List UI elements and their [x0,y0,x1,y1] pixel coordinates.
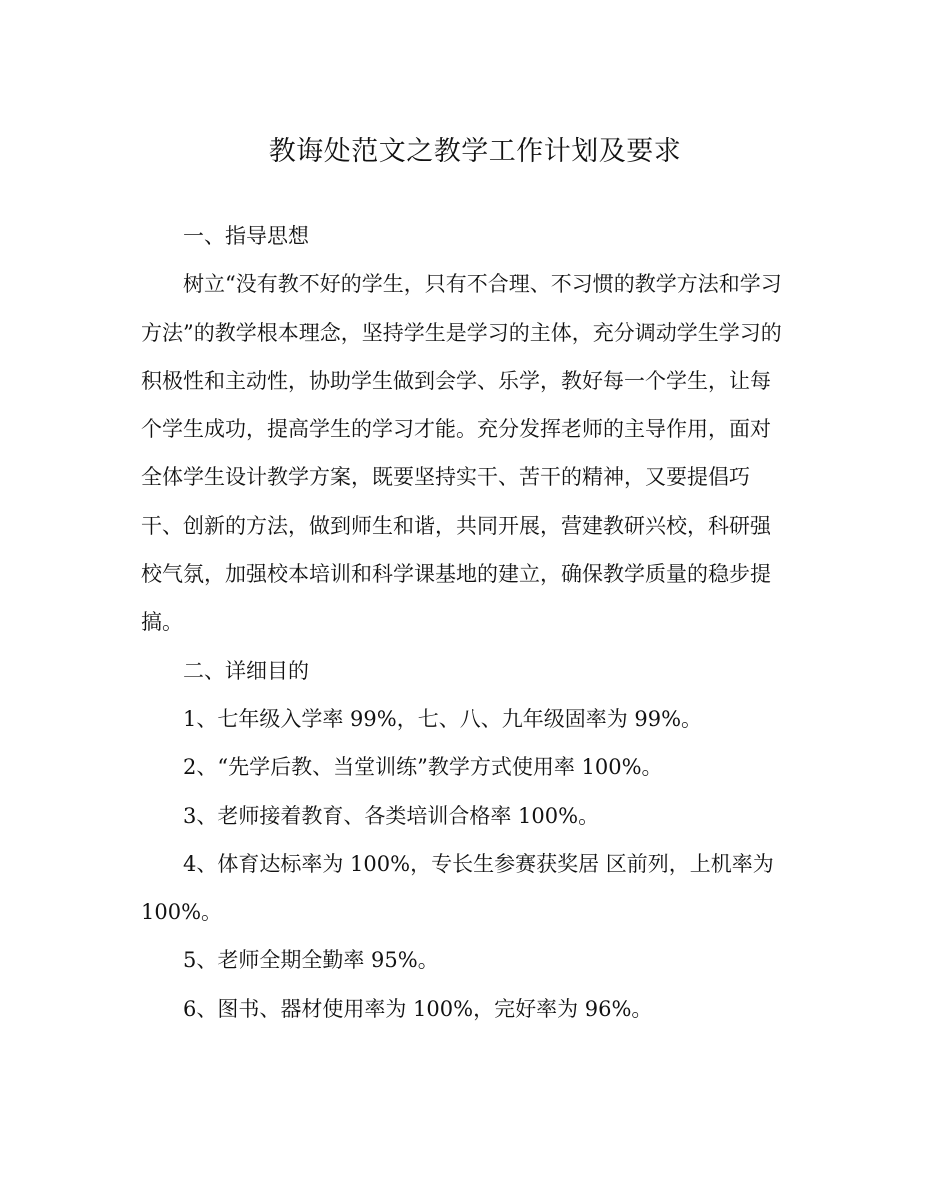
paragraph-line: 树立“没有教不好的学生，只有不合理、不习惯的教学方法和学习 [183,272,782,297]
paragraph-line: 1、七年级入学率 99%，七、八、九年级固率为 99%。 [183,706,703,731]
paragraph-line: 2、“先学后教、当堂训练”教学方式使用率 100%。 [183,755,663,780]
paragraph-line: 5、老师全期全勤率 95%。 [183,948,439,973]
paragraph-line: 4、体育达标率为 100%，专长生参赛获奖居 区前列，上机率为 [183,851,774,876]
document-body [141,212,806,1033]
document-title: 教诲处范文之教学工作计划及要求 [268,136,682,167]
paragraph-line: 一、指导思想 [183,224,309,248]
paragraph-line: 二、详细目的 [183,658,309,683]
paragraph-line: 3、老师接着教育、各类培训合格率 100%。 [183,803,600,828]
paragraph-line: 干、创新的方法，做到师生和谐，共同开展，营建教研兴校，科研强 [141,513,771,538]
paragraph-line: 搞。 [141,610,183,635]
paragraph-line: 校气氛，加强校本培训和科学课基地的建立，确保教学质量的稳步提 [141,562,771,587]
paragraph-line: 积极性和主动性，协助学生做到会学、乐学，教好每一个学生，让每 [141,368,771,393]
paragraph-line: 100%。 [141,900,223,925]
paragraph-line: 全体学生设计教学方案，既要坚持实干、苦干的精神，又要提倡巧 [141,465,750,490]
paragraph-line: 6、图书、器材使用率为 100%，完好率为 96%。 [183,996,653,1021]
paragraph-line: 个学生成功，提高学生的学习才能。充分发挥老师的主导作用，面对 [141,417,771,442]
paragraph-line: 方法”的教学根本理念，坚持学生是学习的主体，充分调动学生学习的 [141,320,782,345]
